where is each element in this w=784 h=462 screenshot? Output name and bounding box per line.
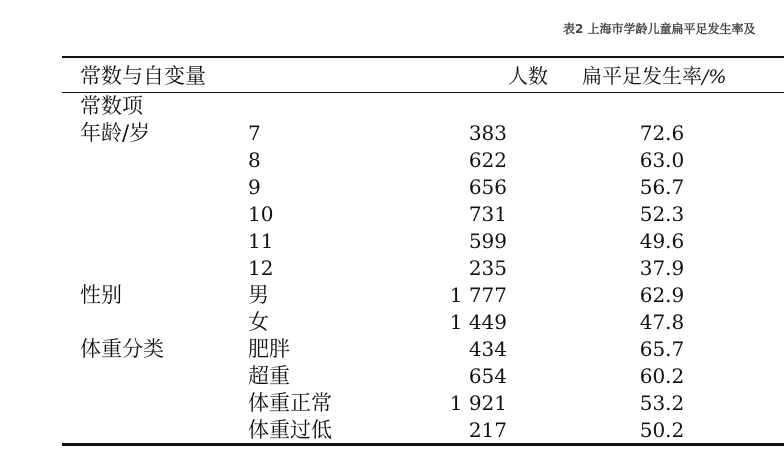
header-variable: 常数与自变量: [80, 64, 206, 88]
bottom-rule: [62, 443, 784, 446]
table-row: [0, 93, 784, 120]
row-count: 434: [468, 337, 507, 361]
row-category: 肥胖: [248, 337, 290, 361]
table-row: [0, 201, 784, 228]
row-count: 656: [468, 175, 507, 199]
row-category: 9: [248, 175, 261, 199]
row-count: 383: [468, 121, 507, 145]
row-category: 8: [248, 148, 261, 172]
row-category: 10: [248, 202, 274, 226]
row-count: 654: [468, 364, 507, 388]
table-row: [0, 363, 784, 390]
row-rate: 37.9: [639, 256, 685, 280]
table-row: [0, 120, 784, 147]
table-row: [0, 255, 784, 282]
table-row: [0, 336, 784, 363]
table-row: [0, 417, 784, 444]
row-rate: 50.2: [639, 418, 685, 442]
row-count: 235: [468, 256, 507, 280]
row-group: 年龄/岁: [80, 121, 151, 145]
row-group: 常数项: [80, 94, 143, 118]
row-rate: 47.8: [639, 310, 685, 334]
row-category: 男: [248, 283, 269, 307]
row-count: 1 777: [449, 283, 507, 307]
row-count: 622: [468, 148, 507, 172]
row-rate: 52.3: [639, 202, 685, 226]
row-rate: 62.9: [639, 283, 685, 307]
row-category: 12: [248, 256, 274, 280]
row-category: 超重: [248, 364, 290, 388]
row-count: 1 921: [449, 391, 507, 415]
row-group: 性别: [80, 283, 122, 307]
table-row: [0, 309, 784, 336]
row-rate: 72.6: [639, 121, 685, 145]
header-count: 人数: [508, 64, 548, 88]
row-category: 体重过低: [248, 418, 332, 442]
header-rate: [582, 62, 727, 90]
table-row: [0, 282, 784, 309]
row-rate: 65.7: [639, 337, 685, 361]
table-row: [0, 228, 784, 255]
header-rate-unit: /%: [702, 66, 727, 88]
row-category: 7: [248, 121, 261, 145]
row-category: 体重正常: [248, 391, 332, 415]
header-rate-label: 扁平足发生率: [582, 64, 702, 88]
row-rate: 60.2: [639, 364, 685, 388]
row-rate: 63.0: [639, 148, 685, 172]
top-rule: [62, 56, 784, 58]
row-count: 731: [468, 202, 507, 226]
row-count: 217: [468, 418, 507, 442]
row-count: 1 449: [449, 310, 507, 334]
table-row: [0, 390, 784, 417]
row-rate: 56.7: [639, 175, 685, 199]
row-group: 体重分类: [80, 337, 164, 361]
table-caption: 表2 上海市学龄儿童扁平足发生率及: [563, 22, 756, 36]
table-row: [0, 174, 784, 201]
table-row: [0, 147, 784, 174]
row-rate: 53.2: [639, 391, 685, 415]
row-category: 11: [248, 229, 274, 253]
row-category: 女: [248, 310, 269, 334]
row-rate: 49.6: [639, 229, 685, 253]
row-count: 599: [468, 229, 507, 253]
